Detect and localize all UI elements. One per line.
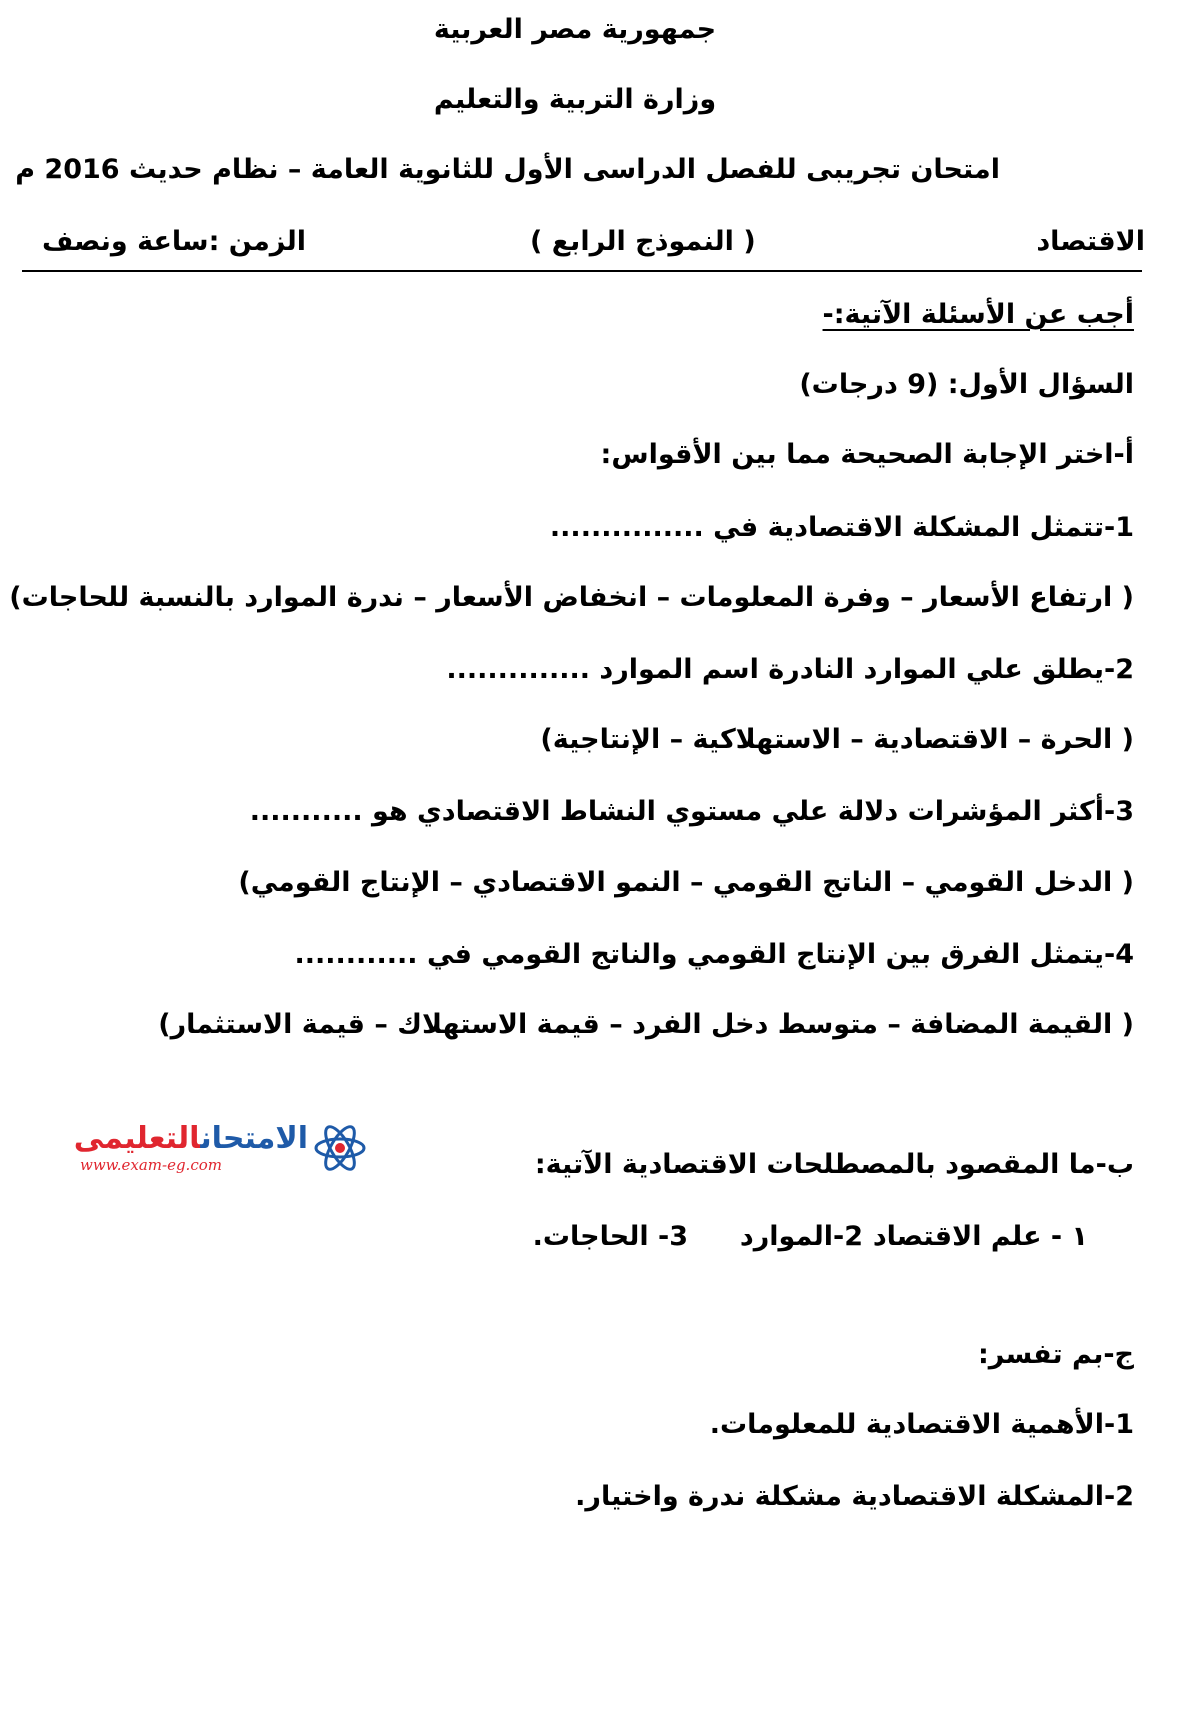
- mcq-item-1-stem: 1-تتمثل المشكلة الاقتصادية في ...............: [549, 512, 1134, 543]
- exam-title: امتحان تجريبى للفصل الدراسى الأول للثانوية العامة – نظام حديث 2016 م: [15, 154, 1000, 185]
- time-label: الزمن :ساعة ونصف: [42, 226, 306, 257]
- logo-url: www.exam-eg.com: [80, 1156, 222, 1174]
- mcq-item-3-stem: 3-أكثر المؤشرات دلالة علي مستوي النشاط الاقتصادي هو ...........: [249, 796, 1134, 827]
- ministry-heading: وزارة التربية والتعليم: [433, 84, 717, 115]
- exam-eg-logo: [73, 1120, 368, 1180]
- term-2: 2-الموارد: [739, 1221, 863, 1252]
- part-c-title: ج-بم تفسر:: [977, 1339, 1134, 1370]
- subject-label: الاقتصاد: [1036, 226, 1145, 257]
- atom-icon: [312, 1120, 368, 1176]
- part-b-title: ب-ما المقصود بالمصطلحات الاقتصادية الآتية:: [534, 1149, 1134, 1180]
- mcq-item-4-stem: 4-يتمثل الفرق بين الإنتاج القومي والناتج القومي في ............: [294, 939, 1134, 970]
- logo-text: [74, 1122, 308, 1156]
- country-heading: جمهورية مصر العربية: [433, 14, 717, 45]
- term-1: ١ - علم الاقتصاد: [872, 1221, 1088, 1252]
- mcq-item-4-options: ( القيمة المضافة – متوسط دخل الفرد – قيمة الاستهلاك – قيمة الاستثمار): [158, 1009, 1134, 1040]
- model-label: ( النموذج الرابع ): [530, 226, 756, 257]
- exam-info-row: [20, 220, 1145, 264]
- logo-text-blue: الامتحان: [200, 1121, 308, 1156]
- logo-text-red: التعليمى: [73, 1121, 201, 1156]
- part-c-item-1: 1-الأهمية الاقتصادية للمعلومات.: [709, 1409, 1134, 1440]
- mcq-item-2-options: ( الحرة – الاقتصادية – الاستهلاكية – الإنتاجية): [540, 724, 1134, 755]
- instructions: أجب عن الأسئلة الآتية:-: [822, 299, 1134, 330]
- mcq-item-2-stem: 2-يطلق علي الموارد النادرة اسم الموارد ..............: [446, 654, 1134, 685]
- question1-title: السؤال الأول: (9 درجات): [799, 369, 1134, 400]
- part-c-item-2: 2-المشكلة الاقتصادية مشكلة ندرة واختيار.: [575, 1481, 1134, 1512]
- mcq-item-3-options: ( الدخل القومي – الناتج القومي – النمو الاقتصادي – الإنتاج القومي): [238, 867, 1134, 898]
- part-a-title: أ-اختر الإجابة الصحيحة مما بين الأقواس:: [600, 439, 1134, 470]
- term-3: 3- الحاجات.: [532, 1221, 688, 1252]
- header-divider: [22, 270, 1142, 272]
- mcq-item-1-options: ( ارتفاع الأسعار – وفرة المعلومات – انخفاض الأسعار – ندرة الموارد بالنسبة للحاجات): [9, 582, 1134, 613]
